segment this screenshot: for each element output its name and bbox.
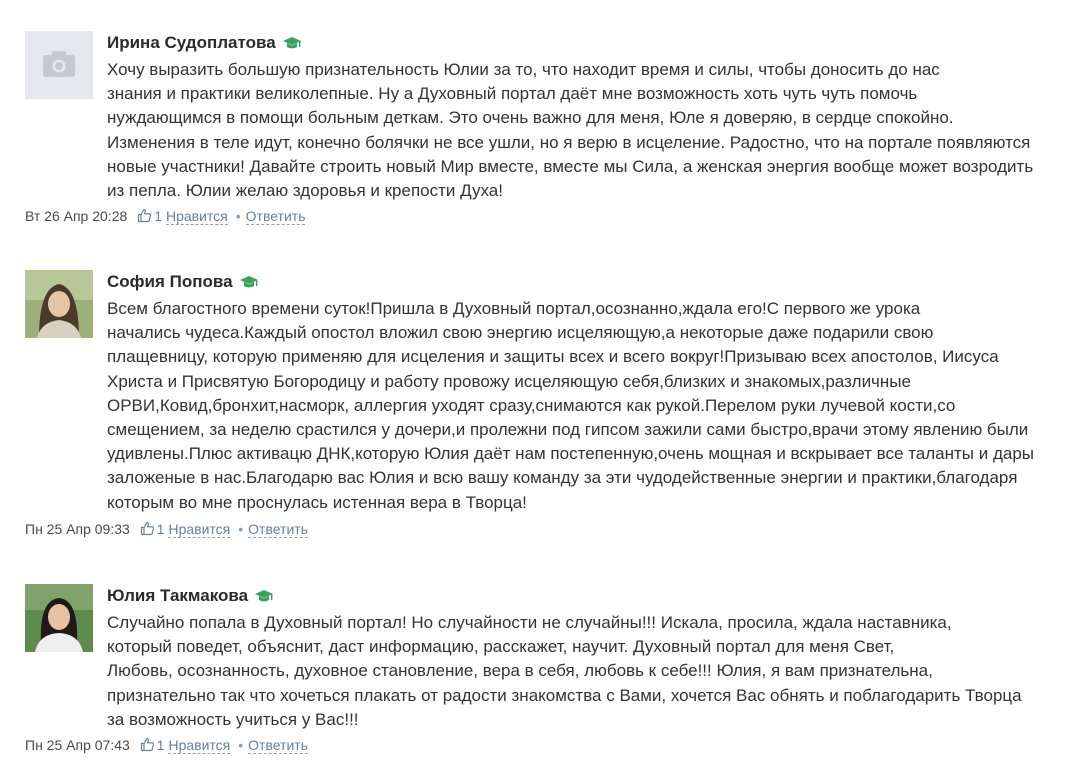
comment-line: Христа и Присвятую Богородицу и работу провожу исцеляющую себя,близких и знакомых,различные: [107, 371, 911, 391]
comment-line: заложеные в нас.Благодарю вас Юлия и всю вашу команду за эти чудодейственные энергии и практики,благодаря: [107, 468, 1018, 488]
comment-text: [107, 611, 1052, 732]
comment-line: нуждающимся в помощи больным деткам. Это очень важно для меня, Юле я доверяю, в сердце спокойно.: [107, 108, 954, 128]
like-button[interactable]: Нравится: [168, 737, 231, 753]
author-name[interactable]: Юлия Такмакова: [107, 586, 249, 605]
comment-text: [107, 297, 1052, 515]
reply-button[interactable]: Ответить: [248, 737, 308, 753]
comment-author[interactable]: [107, 586, 274, 608]
like-count: 1: [156, 521, 165, 537]
comment-date: Пн 25 Апр 09:33: [25, 521, 130, 537]
user-photo-icon: [25, 584, 93, 652]
comment-line: начались чудеса.Каждый опостол вложил свою энергию исцеляющую,а некоторые даже подарили свою: [107, 323, 934, 343]
graduation-cap-icon: [239, 274, 259, 294]
comment-line: Всем благостного времени суток!Пришла в Духовный портал,осознанно,ждала его!С первого же урока: [107, 299, 921, 318]
comment-meta: [25, 736, 308, 756]
comment-line: знания и практики великолепные. Ну а Духовный портал даёт мне возможность хоть чуть чуть помочь: [107, 84, 918, 104]
graduation-cap-icon: [254, 588, 274, 608]
like-button[interactable]: Нравится: [165, 208, 228, 224]
comment-line: смещением, за неделю срастился у дочери,и пролежни под гипсом зажили сами быстро,врачи этому явлению были: [107, 420, 1029, 440]
comment-line: Любовь, осознанность, духовное становление, вера в себя, любовь к себе!!! Юлия, я вам признательна,: [107, 661, 933, 681]
graduation-cap-icon: [282, 35, 302, 55]
like-count: 1: [156, 737, 165, 753]
comment-author[interactable]: [107, 33, 302, 55]
comment-date: Вт 26 Апр 20:28: [25, 208, 128, 224]
comment-line: Хочу выразить большую признательность Юлии за то, что находит время и силы, чтобы доносить до нас: [107, 60, 940, 79]
comment-meta: [25, 520, 308, 540]
thumbs-up-icon[interactable]: [140, 521, 155, 540]
comment-line: Случайно попала в Духовный портал! Но случайности не случайны!!! Искала, просила, ждала наставника,: [107, 613, 952, 632]
comment-line: которым во мне проснулась истенная вера в Творца!: [107, 492, 527, 512]
comment-line: из пепла. Юлии желаю здоровья и крепости Духа!: [107, 181, 503, 201]
comment-line: признательно так что хочеться плакать от радости знакомства с Вами, хочется Вас обнять и поблагодарить Творца: [107, 685, 1022, 705]
reply-button[interactable]: Ответить: [245, 208, 306, 224]
author-name[interactable]: Ирина Судоплатова: [107, 33, 276, 52]
author-name[interactable]: София Попова: [107, 272, 233, 291]
comment-line: плащевницу, которую применяю для исцеления и защиты всех и всего вокруг!Призываю всех апостолов, Иисуса: [107, 347, 999, 367]
comment-date: Пн 25 Апр 07:43: [25, 737, 130, 753]
comment-author[interactable]: [107, 272, 259, 294]
like-count: 1: [154, 208, 163, 224]
comment-line: удивлены.Плюс активацю ДНК,которую Юлия даёт нам постепенную,очень мощная и вскрывает все таланты и дары: [107, 444, 1035, 464]
thumbs-up-icon[interactable]: [137, 208, 152, 227]
separator-dot: •: [238, 521, 244, 537]
avatar[interactable]: [25, 31, 93, 99]
camera-placeholder-icon: [25, 31, 93, 99]
comment-text: [107, 58, 1052, 203]
comment-line: Изменения в теле идут, конечно болячки не все ушли, но я верю в исцеление. Радостно, что на портале появляются: [107, 132, 1031, 152]
comment-meta: [25, 207, 305, 227]
separator-dot: •: [235, 208, 241, 224]
avatar[interactable]: [25, 584, 93, 652]
comment-line: ОРВИ,Ковид,бронхит,насморк, аллергия уходят сразу,снимаются как рукой.Перелом руки лучевой кости,со: [107, 395, 956, 415]
thumbs-up-icon[interactable]: [140, 737, 155, 756]
separator-dot: •: [238, 737, 244, 753]
reply-button[interactable]: Ответить: [248, 521, 308, 537]
comment-line: за возможность учиться у Вас!!!: [107, 709, 359, 729]
user-photo-icon: [25, 270, 93, 338]
comment-line: новые участники! Давайте строить новый Мир вместе, вместе мы Сила, а женская энергия вообще может возродить: [107, 156, 1034, 176]
like-button[interactable]: Нравится: [168, 521, 231, 537]
avatar[interactable]: [25, 270, 93, 338]
comment-line: который поведет, объяснит, даст информацию, расскажет, научит. Духовный портал для меня Свет,: [107, 637, 895, 657]
